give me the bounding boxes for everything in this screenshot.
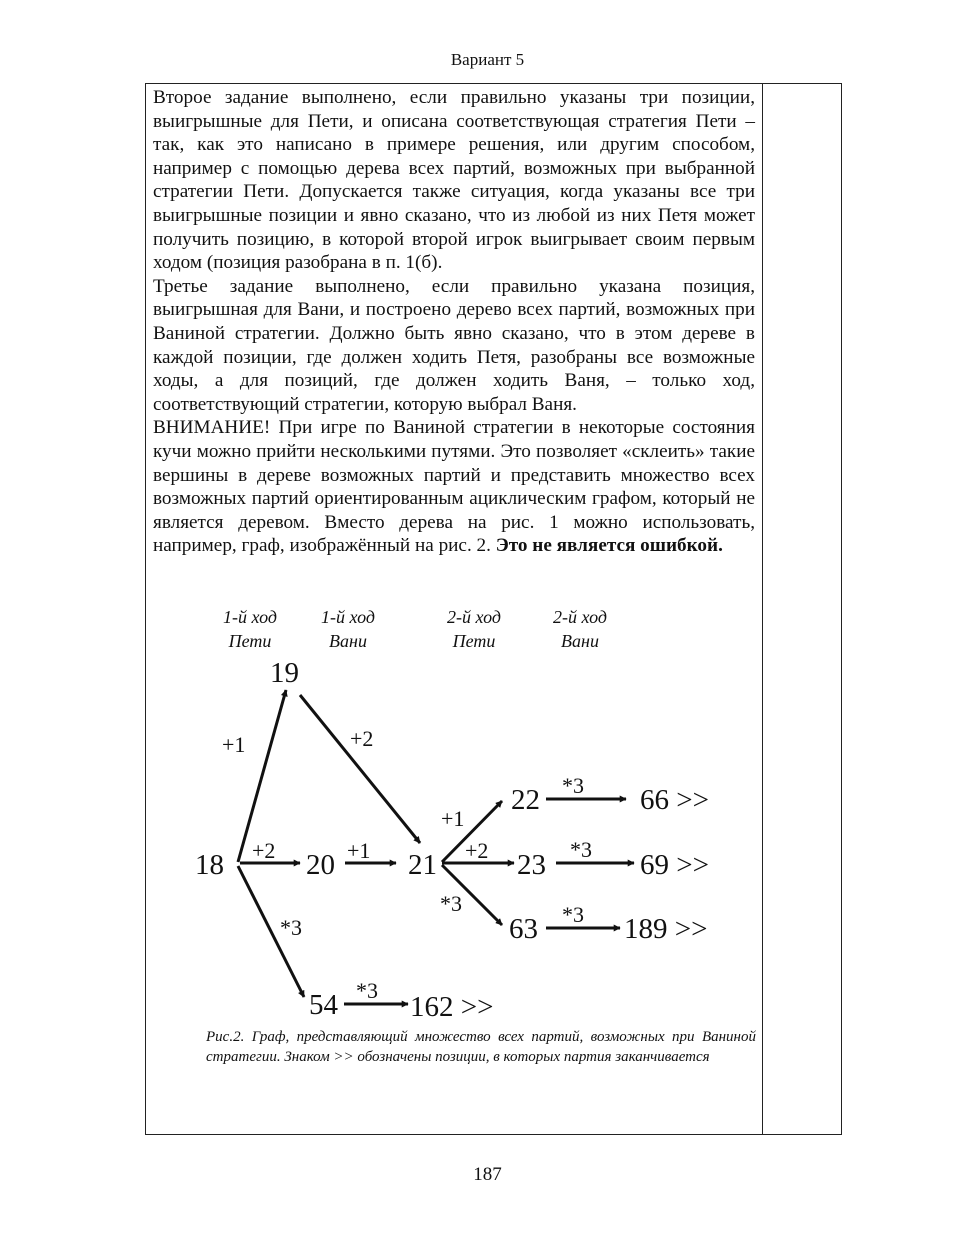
edge-label-20-21: +1 bbox=[347, 838, 371, 863]
figure-caption: Рис.2. Граф, представляющий множество всех партий, возможных при Ваниной стратегии. Знаком >> обозначены позиции, в которых партия заканчивается bbox=[206, 1029, 756, 1065]
attention-bold: Это не является ошибкой. bbox=[495, 535, 723, 557]
paragraph-task-3: Третье задание выполнено, если правильно указана позиция, выигрышная для Вани, и построено дерево всех партий, возможных при Ваниной стратегии. Должно быть явно сказано, что в этом дереве в каждой позиции, где должен ходить Петя, разобраны все возможные ходы, а для позиций, где должен ходить Ваня, – только ход, соответствующий стратегии, которую выбрал Ваня. bbox=[153, 275, 755, 415]
node-189: 189 >> bbox=[624, 913, 708, 945]
edge-label-21-23: +2 bbox=[465, 838, 489, 863]
column-header-3: 2-й ход Пети bbox=[447, 607, 501, 651]
edge-label-54-162: *3 bbox=[356, 978, 378, 1003]
paragraph-task-2: Второе задание выполнено, если правильно указаны три позиции, выигрышные для Пети, и описана соответствующая стратегия Пети – так, как это написано в примере решения, или другим способом, например с помощью дерева всех партий, возможных при выбранной стратегии Пети. Допускается также ситуация, когда указаны все три выигрышные позиции и явно сказано, что из любой из них Петя может получить позицию, в которой второй игрок выигрывает своим первым ходом (позиция разобрана в п. 1(б). bbox=[153, 87, 755, 274]
node-18: 18 bbox=[195, 849, 224, 881]
node-54: 54 bbox=[309, 989, 338, 1021]
edge-label-18-19: +1 bbox=[222, 732, 246, 757]
page-header: Вариант 5 bbox=[450, 50, 525, 69]
node-23: 23 bbox=[517, 849, 546, 881]
column-header-4: 2-й ход Вани bbox=[553, 607, 607, 651]
page-number: 187 bbox=[473, 1164, 502, 1185]
edge-label-18-20: +2 bbox=[252, 838, 276, 863]
edge-18-19 bbox=[238, 690, 286, 862]
node-63: 63 bbox=[509, 913, 538, 945]
edge-label-19-21: +2 bbox=[350, 726, 374, 751]
column-header-2: 1-й ход Вани bbox=[321, 607, 375, 651]
attention-text: ВНИМАНИЕ! При игре по Ваниной стратегии в некоторые состояния кучи можно прийти несколькими путями. Это позволяет «склеить» такие вершины в дереве возможных партий и представить множество всех возможных партий ориентированным ациклическим графом, который не является деревом. Вместо дерева на рис. 1 можно использовать, например, граф, изображённый на рис. 2. bbox=[153, 417, 755, 557]
edge-label-63-189: *3 bbox=[562, 902, 584, 927]
node-20: 20 bbox=[306, 849, 335, 881]
edge-label-21-63: *3 bbox=[440, 891, 462, 916]
column-header-1: 1-й ход Пети bbox=[223, 607, 277, 651]
node-22: 22 bbox=[511, 784, 540, 816]
node-21: 21 bbox=[408, 849, 437, 881]
node-19: 19 bbox=[270, 657, 299, 689]
edge-label-23-69: *3 bbox=[570, 837, 592, 862]
edge-label-18-54: *3 bbox=[280, 915, 302, 940]
node-162: 162 >> bbox=[410, 991, 494, 1023]
node-66: 66 >> bbox=[640, 784, 709, 816]
node-69: 69 >> bbox=[640, 849, 709, 881]
edge-19-21 bbox=[300, 695, 420, 843]
edge-label-22-66: *3 bbox=[562, 773, 584, 798]
edge-label-21-22: +1 bbox=[441, 806, 465, 831]
